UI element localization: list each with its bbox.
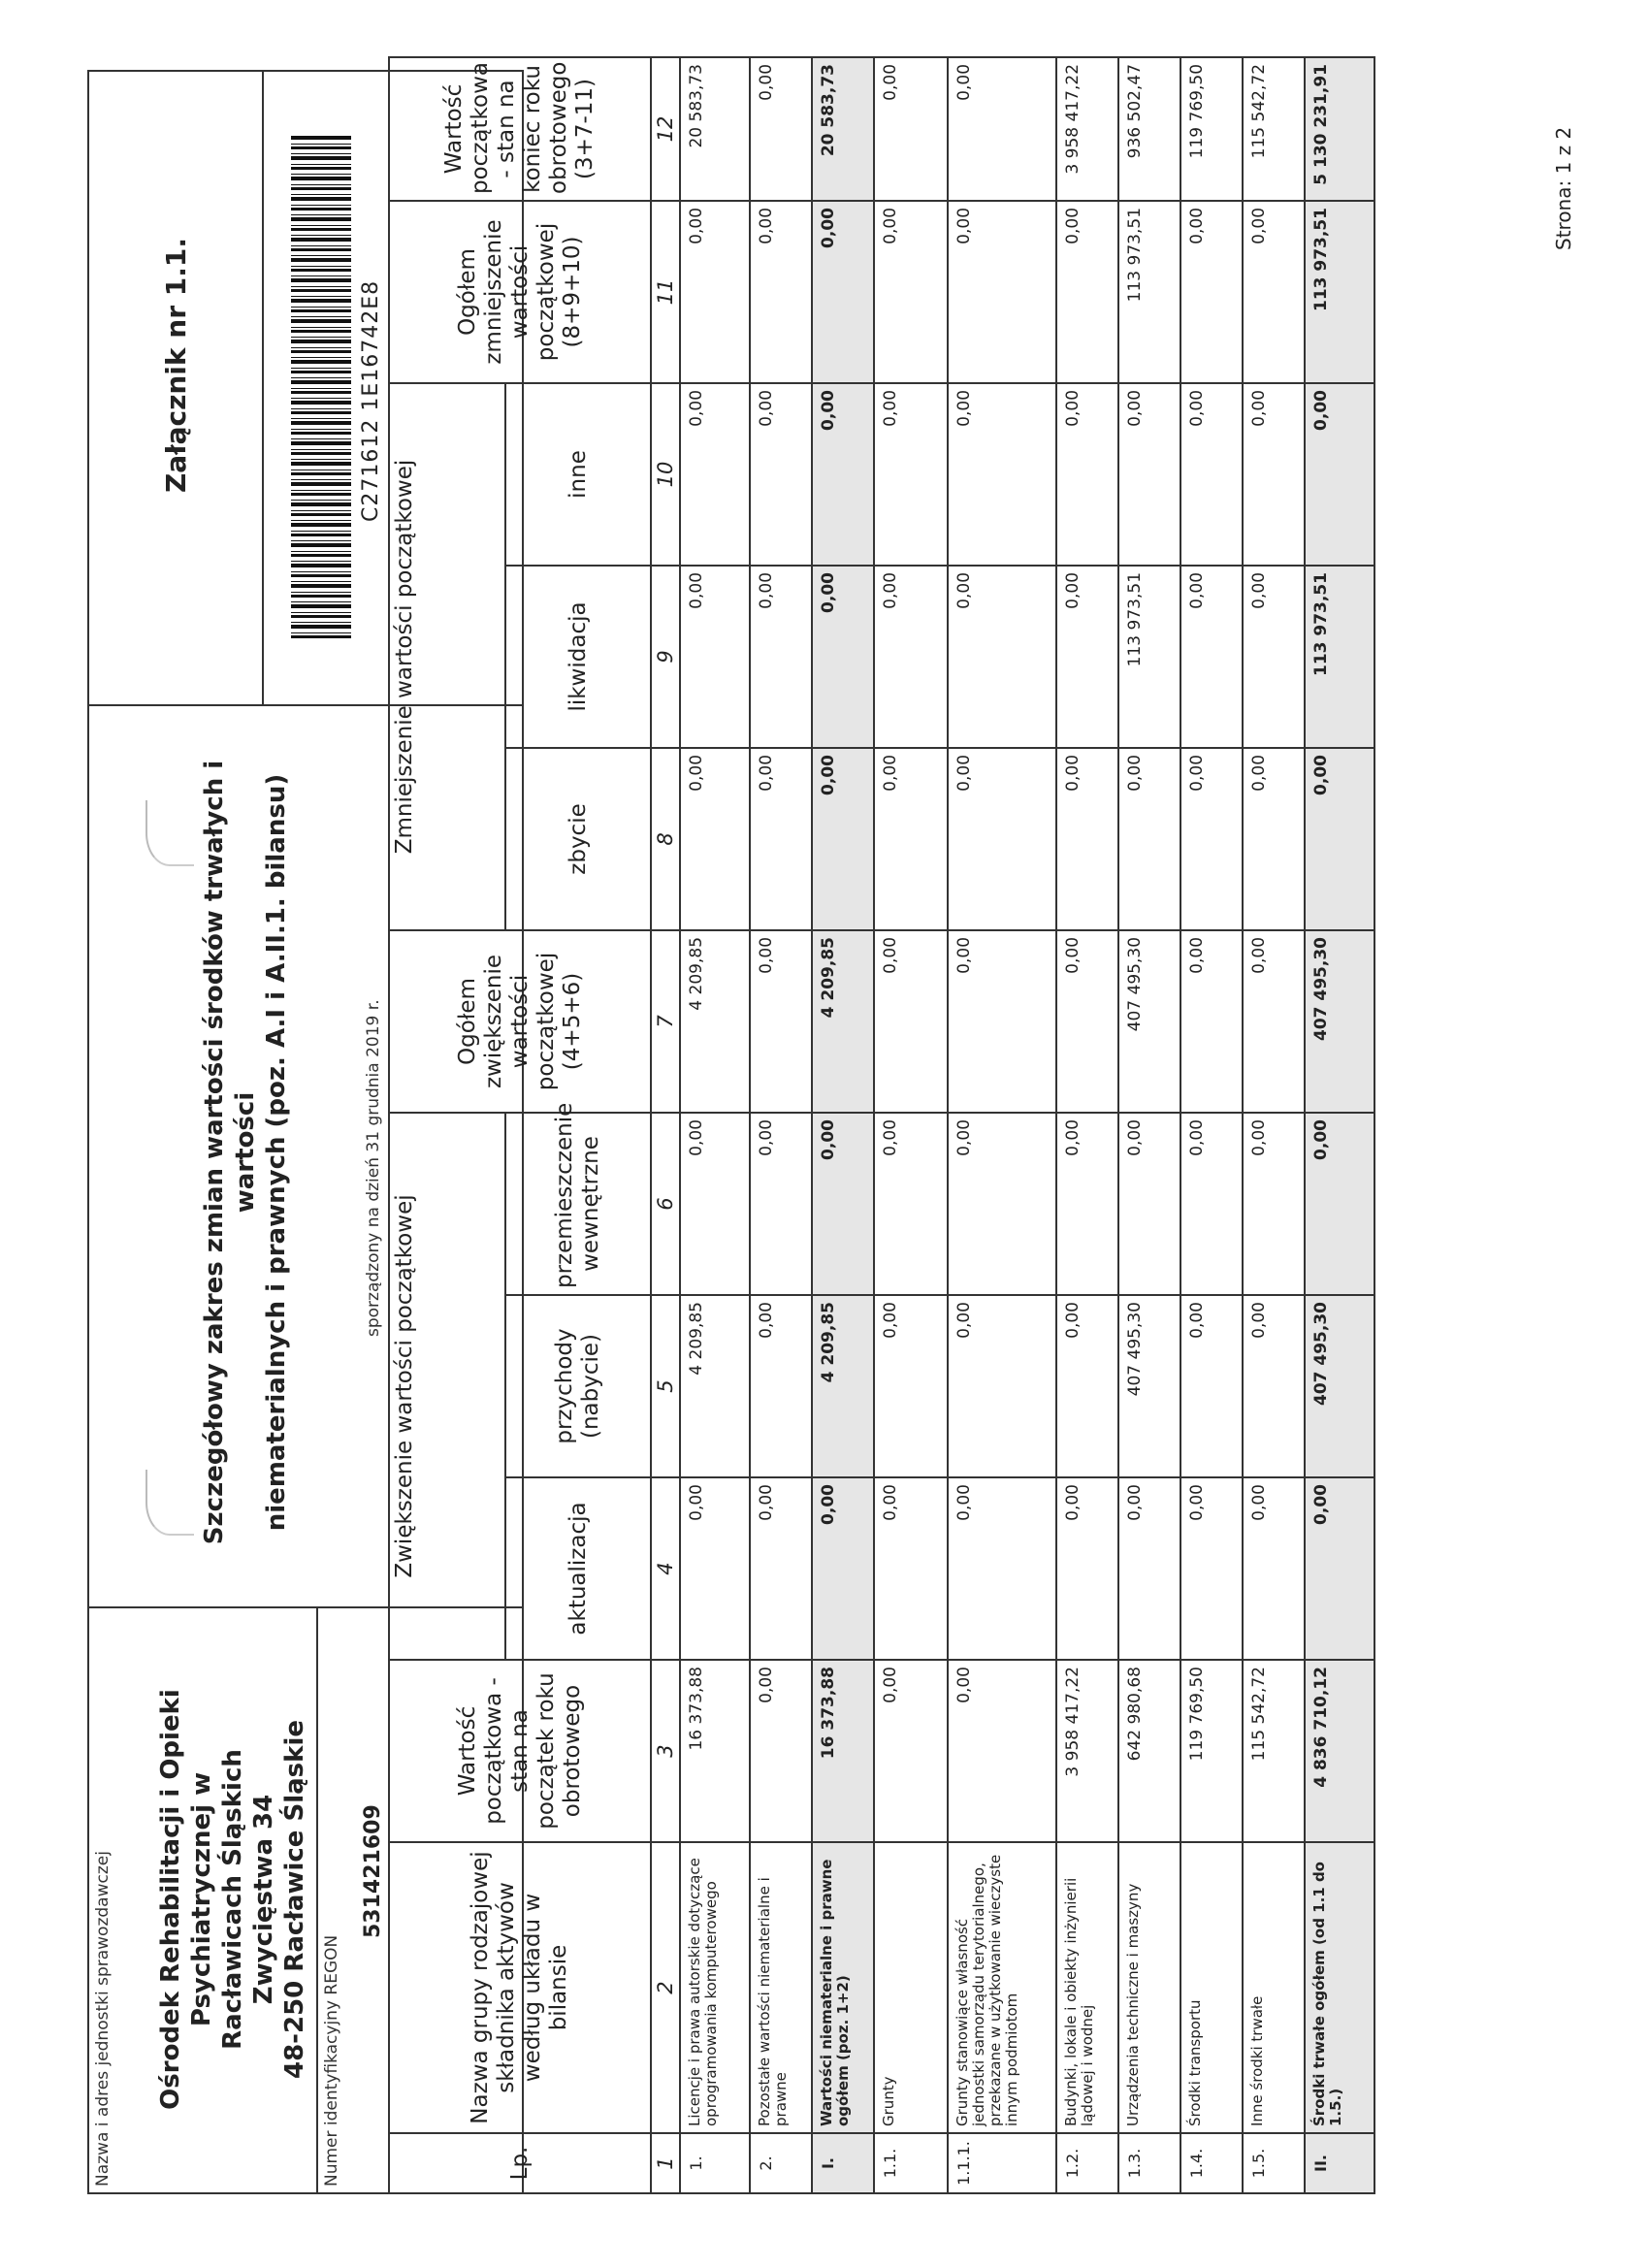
col-number: 10 (651, 383, 680, 566)
table-row (874, 57, 948, 2193)
row-value-col-11: 0,00 (948, 201, 1056, 383)
row-value-col-12: 20 583,73 (680, 57, 750, 201)
row-value-col-8: 0,00 (874, 748, 948, 930)
row-value-col-5: 0,00 (1180, 1295, 1243, 1477)
entity-label: Nazwa i adres jednostki sprawozdawczej (93, 1851, 113, 2187)
row-name: Wartości niematerialne i prawne ogółem (poz. 1+2) (812, 1842, 874, 2133)
row-value-col-6: 0,00 (750, 1113, 812, 1295)
row-value-col-8: 0,00 (948, 748, 1056, 930)
row-value-col-3: 115 542,72 (1243, 1660, 1305, 1842)
table-row (1243, 57, 1305, 2193)
table-row (1305, 57, 1374, 2193)
row-value-col-9: 0,00 (948, 566, 1056, 748)
regon-divider (316, 1608, 318, 2194)
row-value-col-4: 0,00 (1180, 1477, 1243, 1660)
row-value-col-11: 0,00 (680, 201, 750, 383)
col-number: 9 (651, 566, 680, 748)
col-income-header: przychody (nabycie) (505, 1295, 651, 1477)
punch-hole-1 (146, 1470, 194, 1536)
row-value-col-11: 0,00 (1243, 201, 1305, 383)
row-value-col-9: 0,00 (1243, 566, 1305, 748)
row-value-col-12: 0,00 (750, 57, 812, 201)
row-value-col-11: 113 973,51 (1118, 201, 1180, 383)
row-value-col-6: 0,00 (1118, 1113, 1180, 1295)
row-value-col-5: 0,00 (948, 1295, 1056, 1477)
punch-hole-2 (146, 800, 194, 866)
row-value-col-8: 0,00 (812, 748, 874, 930)
increase-group-header: Zwiększenie wartości początkowej (389, 1113, 505, 1660)
col-end-header: Wartość początkowa - stan na koniec roku obrotowego (3+7-11) (389, 57, 651, 201)
row-lp: 2. (750, 2133, 812, 2193)
row-value-col-3: 0,00 (948, 1660, 1056, 1842)
row-value-col-7: 0,00 (750, 930, 812, 1113)
row-name: Środki transportu (1180, 1842, 1243, 2133)
row-name: Urządzenia techniczne i maszyny (1118, 1842, 1180, 2133)
row-lp: 1. (680, 2133, 750, 2193)
row-value-col-10: 0,00 (948, 383, 1056, 566)
row-value-col-4: 0,00 (948, 1477, 1056, 1660)
row-value-col-8: 0,00 (1243, 748, 1305, 930)
row-value-col-10: 0,00 (680, 383, 750, 566)
row-name: Inne środki trwałe (1243, 1842, 1305, 2133)
col-start-header: Wartość początkowa - stan na początek roku obrotowego (389, 1660, 651, 1842)
regon-value: 531421609 (361, 1804, 385, 1938)
row-value-col-5: 0,00 (1243, 1295, 1305, 1477)
row-value-col-7: 0,00 (948, 930, 1056, 1113)
row-value-col-9: 0,00 (680, 566, 750, 748)
row-value-col-5: 4 209,85 (680, 1295, 750, 1477)
entity-line-3: Zwycięstwa 34 (249, 1794, 278, 2005)
row-value-col-7: 0,00 (1243, 930, 1305, 1113)
row-name: Grunty (874, 1842, 948, 2133)
col-number: 5 (651, 1295, 680, 1477)
row-value-col-7: 407 495,30 (1305, 930, 1374, 1113)
table-row (948, 57, 1056, 2193)
row-value-col-5: 0,00 (1056, 1295, 1118, 1477)
row-value-col-10: 0,00 (1118, 383, 1180, 566)
row-value-col-3: 16 373,88 (680, 1660, 750, 1842)
row-value-col-4: 0,00 (1305, 1477, 1374, 1660)
row-value-col-6: 0,00 (874, 1113, 948, 1295)
col-number: 7 (651, 930, 680, 1113)
row-value-col-4: 0,00 (1243, 1477, 1305, 1660)
row-value-col-5: 0,00 (874, 1295, 948, 1477)
row-value-col-7: 4 209,85 (680, 930, 750, 1113)
row-value-col-9: 0,00 (1056, 566, 1118, 748)
row-value-col-7: 0,00 (1056, 930, 1118, 1113)
row-value-col-6: 0,00 (1056, 1113, 1118, 1295)
row-value-col-8: 0,00 (680, 748, 750, 930)
col-update-header: aktualizacja (505, 1477, 651, 1660)
row-lp: 1.2. (1056, 2133, 1118, 2193)
row-value-col-3: 0,00 (874, 1660, 948, 1842)
row-value-col-6: 0,00 (1180, 1113, 1243, 1295)
row-value-col-6: 0,00 (680, 1113, 750, 1295)
row-value-col-12: 3 958 417,22 (1056, 57, 1118, 201)
column-numbers-row (651, 57, 680, 2193)
row-value-col-5: 4 209,85 (812, 1295, 874, 1477)
row-lp: 1.5. (1243, 2133, 1305, 2193)
row-value-col-10: 0,00 (1180, 383, 1243, 566)
row-value-col-6: 0,00 (1305, 1113, 1374, 1295)
row-lp: II. (1305, 2133, 1374, 2193)
row-value-col-11: 0,00 (750, 201, 812, 383)
row-value-col-4: 0,00 (680, 1477, 750, 1660)
col-number: 3 (651, 1660, 680, 1842)
row-value-col-9: 0,00 (812, 566, 874, 748)
row-value-col-11: 0,00 (812, 201, 874, 383)
row-value-col-10: 0,00 (874, 383, 948, 566)
row-value-col-9: 0,00 (1180, 566, 1243, 748)
col-number: 6 (651, 1113, 680, 1295)
table-row (1056, 57, 1118, 2193)
decrease-group-header: Zmniejszenie wartości początkowej (389, 383, 505, 930)
row-value-col-7: 4 209,85 (812, 930, 874, 1113)
row-value-col-3: 3 958 417,22 (1056, 1660, 1118, 1842)
row-value-col-10: 0,00 (812, 383, 874, 566)
row-value-col-8: 0,00 (1180, 748, 1243, 930)
barcode-image (291, 134, 351, 638)
row-value-col-12: 20 583,73 (812, 57, 874, 201)
regon-label: Numer identyfikacyjny REGON (322, 1934, 341, 2187)
row-value-col-11: 113 973,51 (1305, 201, 1374, 383)
col-sale-header: zbycie (505, 748, 651, 930)
col-other-header: inne (505, 383, 651, 566)
header-row-top (389, 57, 505, 2193)
row-lp: I. (812, 2133, 874, 2193)
col-name-header: Nazwa grupy rodzajowej składnika aktywów według układu w bilansie (389, 1842, 651, 2133)
row-value-col-4: 0,00 (874, 1477, 948, 1660)
report-title-line-1: Szczegółowy zakres zmian wartości środków trwałych i wartości (200, 760, 260, 1545)
col-number: 12 (651, 57, 680, 201)
row-value-col-9: 113 973,51 (1305, 566, 1374, 748)
row-value-col-10: 0,00 (1056, 383, 1118, 566)
row-name: Budynki, lokale i obiekty inżynierii lądowej i wodnej (1056, 1842, 1118, 2133)
row-lp: 1.4. (1180, 2133, 1243, 2193)
row-value-col-6: 0,00 (1243, 1113, 1305, 1295)
row-value-col-8: 0,00 (1118, 748, 1180, 930)
barcode-text: C271612 1E16742E8 (359, 279, 383, 522)
col-total-increase-header: Ogółem zwiększenie wartości początkowej (4+5+6) (389, 930, 651, 1113)
entity-line-4: 48-250 Racławice Śląskie (280, 1720, 309, 2079)
row-lp: 1.1.1. (948, 2133, 1056, 2193)
assets-table (388, 56, 1375, 2194)
row-value-col-4: 0,00 (1118, 1477, 1180, 1660)
annex-divider (262, 70, 264, 706)
col-lp-header: Lp. (389, 2133, 651, 2193)
row-value-col-3: 16 373,88 (812, 1660, 874, 1842)
row-value-col-10: 0,00 (1305, 383, 1374, 566)
row-value-col-8: 0,00 (750, 748, 812, 930)
row-value-col-12: 936 502,47 (1118, 57, 1180, 201)
row-name: Pozostałe wartości niematerialne i prawne (750, 1842, 812, 2133)
row-value-col-4: 0,00 (812, 1477, 874, 1660)
row-value-col-12: 0,00 (948, 57, 1056, 201)
entity-line-1: Ośrodek Rehabilitacji i Opieki Psychiatrycznej w (156, 1689, 216, 2110)
row-value-col-7: 0,00 (1180, 930, 1243, 1113)
row-value-col-12: 119 769,50 (1180, 57, 1243, 201)
row-value-col-11: 0,00 (1056, 201, 1118, 383)
row-value-col-6: 0,00 (812, 1113, 874, 1295)
row-value-col-4: 0,00 (750, 1477, 812, 1660)
row-value-col-5: 407 495,30 (1305, 1295, 1374, 1477)
page-number: Strona: 1 z 2 (1552, 126, 1575, 250)
annex-number: Załącznik nr 1.1. (160, 237, 192, 493)
entity-name (155, 1618, 310, 2181)
table-row (812, 57, 874, 2193)
row-value-col-6: 0,00 (948, 1113, 1056, 1295)
row-value-col-11: 0,00 (874, 201, 948, 383)
row-value-col-8: 0,00 (1305, 748, 1374, 930)
row-value-col-3: 0,00 (750, 1660, 812, 1842)
col-total-decrease-header: Ogółem zmniejszenie wartości początkowej (8+9+10) (389, 201, 651, 383)
row-value-col-10: 0,00 (750, 383, 812, 566)
row-name: Licencje i prawa autorskie dotyczące oprogramowania komputerowego (680, 1842, 750, 2133)
table-body (680, 57, 1374, 2193)
col-number: 8 (651, 748, 680, 930)
entity-line-2: Racławicach Śląskich (218, 1749, 247, 2050)
row-value-col-9: 0,00 (874, 566, 948, 748)
report-title-line-2: niematerialnych i prawnych (poz. A.I i A.II.1. bilansu) (262, 773, 291, 1532)
row-value-col-3: 642 980,68 (1118, 1660, 1180, 1842)
row-value-col-8: 0,00 (1056, 748, 1118, 930)
col-number: 4 (651, 1477, 680, 1660)
row-value-col-3: 4 836 710,12 (1305, 1660, 1374, 1842)
row-value-col-7: 0,00 (874, 930, 948, 1113)
row-value-col-9: 113 973,51 (1118, 566, 1180, 748)
row-value-col-12: 115 542,72 (1243, 57, 1305, 201)
table-row (1180, 57, 1243, 2193)
row-value-col-5: 0,00 (750, 1295, 812, 1477)
row-value-col-5: 407 495,30 (1118, 1295, 1180, 1477)
row-value-col-10: 0,00 (1243, 383, 1305, 566)
row-name: Środki trwałe ogółem (od 1.1 do 1.5.) (1305, 1842, 1374, 2133)
table-row (750, 57, 812, 2193)
row-value-col-4: 0,00 (1056, 1477, 1118, 1660)
row-value-col-11: 0,00 (1180, 201, 1243, 383)
report-title (199, 716, 292, 1589)
col-number: 11 (651, 201, 680, 383)
table-row (680, 57, 750, 2193)
row-value-col-9: 0,00 (750, 566, 812, 748)
report-date: sporządzony na dzień 31 grudnia 2019 r. (364, 999, 383, 1337)
row-value-col-12: 5 130 231,91 (1305, 57, 1374, 201)
row-lp: 1.3. (1118, 2133, 1180, 2193)
table-row (1118, 57, 1180, 2193)
col-liquidation-header: likwidacja (505, 566, 651, 748)
row-value-col-7: 407 495,30 (1118, 930, 1180, 1113)
row-value-col-12: 0,00 (874, 57, 948, 201)
row-lp: 1.1. (874, 2133, 948, 2193)
row-name: Grunty stanowiące własność jednostki samorządu terytorialnego, przekazane w użytkowanie wieczyste innym podmiotom (948, 1842, 1056, 2133)
row-value-col-3: 119 769,50 (1180, 1660, 1243, 1842)
col-number: 2 (651, 1842, 680, 2133)
col-internal-header: przemieszczenie wewnętrzne (505, 1113, 651, 1295)
col-number: 1 (651, 2133, 680, 2193)
